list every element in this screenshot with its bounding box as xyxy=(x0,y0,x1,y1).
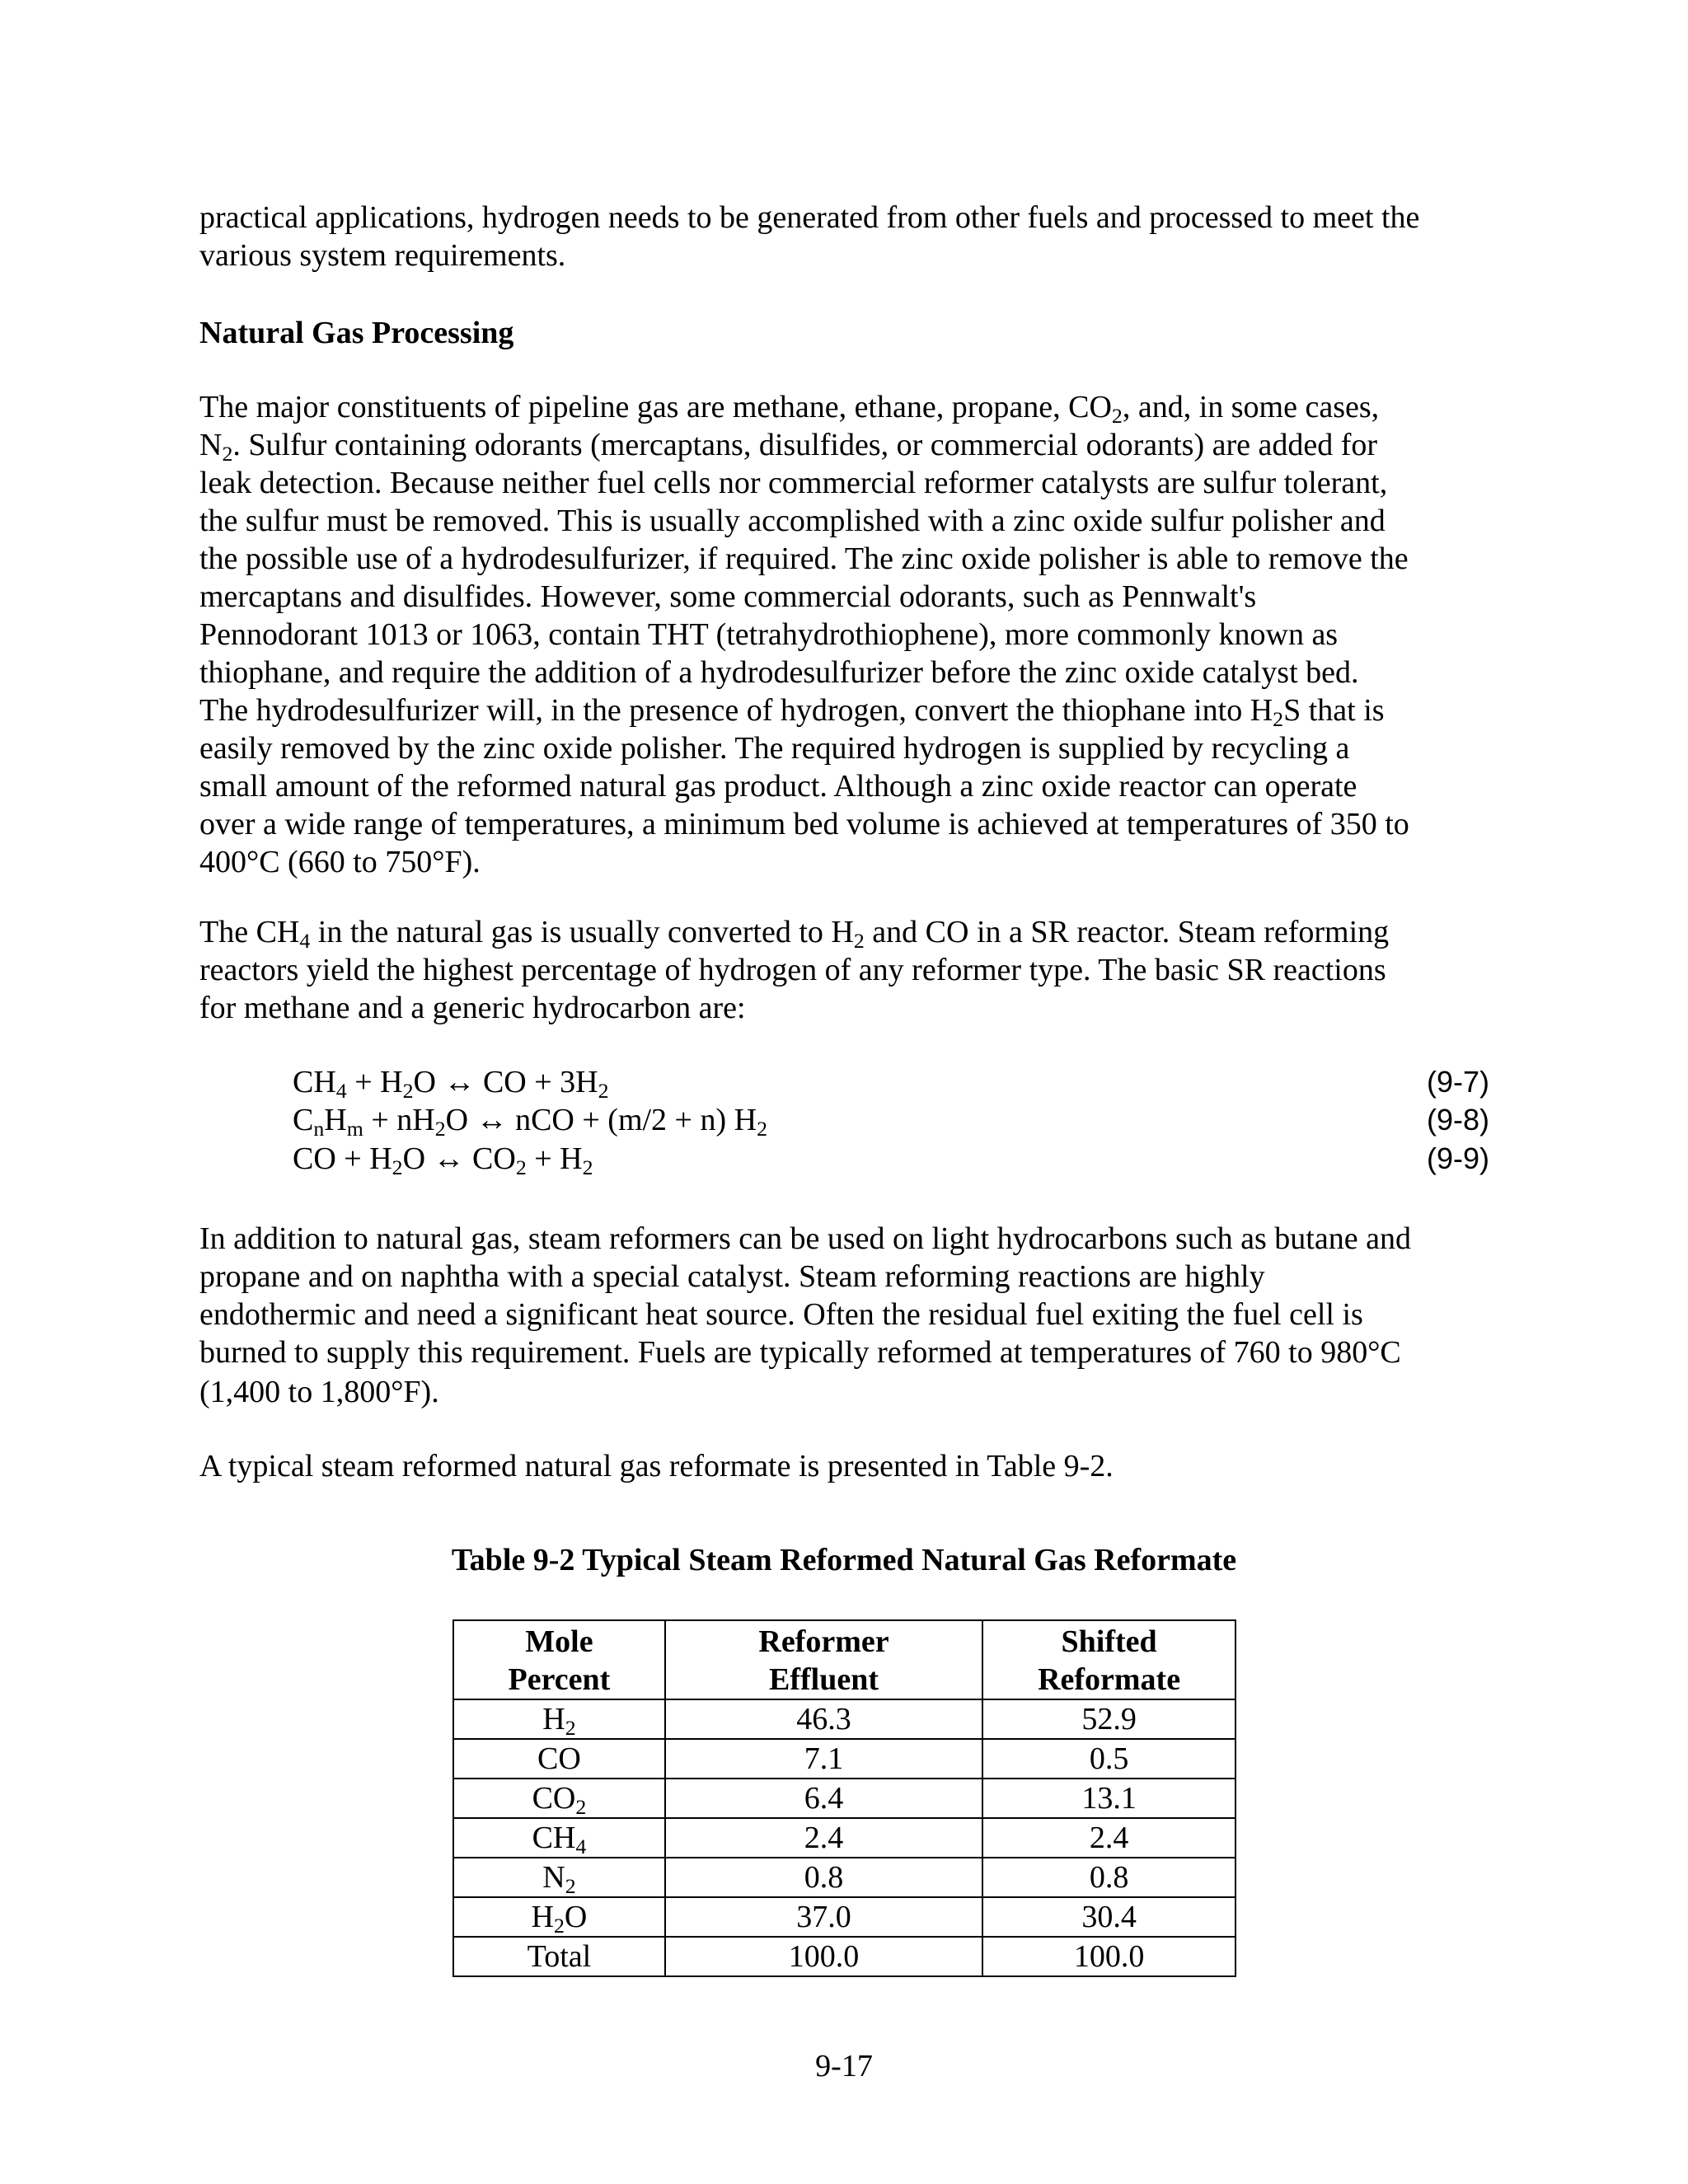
equation-9-7 xyxy=(293,1063,1489,1104)
subscript: 2 xyxy=(582,1155,593,1180)
species-cell xyxy=(453,1779,665,1818)
text-line: leak detection. Because neither fuel cells nor commercial reformer catalysts are sulfur tolerant, xyxy=(199,466,1388,500)
species-cell xyxy=(453,1739,665,1779)
text-line: over a wide range of temperatures, a minimum bed volume is achieved at temperatures of 350 to xyxy=(199,807,1409,841)
reformer-effluent-cell: 46.3 xyxy=(665,1699,982,1739)
text-line: burned to supply this requirement. Fuels are typically reformed at temperatures of 760 to 980°C xyxy=(199,1335,1401,1370)
species-cell xyxy=(453,1897,665,1937)
subscript: n xyxy=(313,1117,325,1141)
text-run: The major constituents of pipeline gas are methane, ethane, propane, CO xyxy=(199,390,1112,424)
text-run: O xyxy=(564,1900,588,1934)
column-header-reformer-effluent xyxy=(665,1620,982,1699)
equation-expression xyxy=(293,1063,609,1104)
text-line: thiophane, and require the addition of a hydrodesulfurizer before the zinc oxide catalyst bed. xyxy=(199,655,1359,690)
column-header-shifted-reformate xyxy=(982,1620,1236,1699)
text-line: easily removed by the zinc oxide polisher. The required hydrogen is supplied by recycling a xyxy=(199,731,1350,766)
text-line: mercaptans and disulfides. However, some commercial odorants, such as Pennwalt's xyxy=(199,579,1257,614)
text-run: . Sulfur containing odorants (mercaptans, disulfides, or commercial odorants) are added for xyxy=(232,428,1378,462)
paragraph-steam-reforming xyxy=(199,913,1502,1027)
reformer-effluent-cell: 100.0 xyxy=(665,1937,982,1976)
section-heading: Natural Gas Processing xyxy=(199,316,514,350)
paragraph-other-fuels xyxy=(199,1220,1502,1411)
paragraph-table-reference: A typical steam reformed natural gas reformate is presented in Table 9-2. xyxy=(199,1449,1114,1483)
header-text: Reformer xyxy=(758,1624,889,1659)
subscript: 2 xyxy=(402,1079,414,1104)
subscript: 2 xyxy=(434,1117,446,1141)
reformer-effluent-cell: 37.0 xyxy=(665,1897,982,1937)
text-run: O ↔ nCO + (m/2 + n) H xyxy=(445,1103,757,1137)
table-row xyxy=(453,1779,1236,1818)
text-line xyxy=(199,388,1502,429)
intro-paragraph xyxy=(199,199,1502,274)
text-run: Total xyxy=(527,1939,592,1974)
subscript: 4 xyxy=(299,929,311,954)
reformate-table xyxy=(452,1619,1236,1977)
equation-number: (9-7) xyxy=(1426,1065,1489,1099)
header-text: Mole xyxy=(525,1624,593,1659)
text-run: CO + H xyxy=(293,1141,392,1176)
shifted-reformate-cell: 52.9 xyxy=(982,1699,1236,1739)
shifted-reformate-cell: 0.5 xyxy=(982,1739,1236,1779)
equation-9-8 xyxy=(293,1101,1489,1139)
species-cell xyxy=(453,1858,665,1897)
text-line: endothermic and need a significant heat source. Often the residual fuel exiting the fuel cell is xyxy=(199,1297,1363,1332)
shifted-reformate-cell: 100.0 xyxy=(982,1937,1236,1976)
text-line: propane and on naphtha with a special catalyst. Steam reforming reactions are highly xyxy=(199,1259,1265,1294)
equation-expression xyxy=(293,1101,767,1139)
text-run: + H xyxy=(526,1141,583,1176)
shifted-reformate-cell: 0.8 xyxy=(982,1858,1236,1897)
text-run: S that is xyxy=(1283,693,1385,728)
table-row xyxy=(453,1739,1236,1779)
table-row-total xyxy=(453,1937,1236,1976)
subscript: 2 xyxy=(1273,707,1284,732)
text-run: H xyxy=(542,1702,565,1736)
text-line: small amount of the reformed natural gas product. Although a zinc oxide reactor can operate xyxy=(199,769,1357,804)
text-run: + H xyxy=(346,1065,403,1099)
paragraph-sulfur-removal xyxy=(199,388,1502,881)
shifted-reformate-cell: 2.4 xyxy=(982,1818,1236,1858)
text-line: the possible use of a hydrodesulfurizer, if required. The zinc oxide polisher is able to remove the xyxy=(199,541,1409,576)
text-run: CH xyxy=(532,1821,576,1855)
reformer-effluent-cell: 0.8 xyxy=(665,1858,982,1897)
equation-number: (9-9) xyxy=(1426,1141,1489,1175)
text-run: O ↔ CO + 3H xyxy=(413,1065,598,1099)
shifted-reformate-cell: 30.4 xyxy=(982,1897,1236,1937)
reformer-effluent-cell: 7.1 xyxy=(665,1739,982,1779)
subscript: 2 xyxy=(392,1155,403,1180)
text-run: N xyxy=(199,428,223,462)
subscript: 2 xyxy=(1111,404,1123,429)
text-line: In addition to natural gas, steam reformers can be used on light hydrocarbons such as butane and xyxy=(199,1221,1411,1256)
text-run: + nH xyxy=(363,1103,435,1137)
text-run: CH xyxy=(293,1065,336,1099)
header-text: Reformate xyxy=(1038,1662,1181,1697)
species-cell xyxy=(453,1699,665,1739)
species-cell xyxy=(453,1818,665,1858)
text-line: for methane and a generic hydrocarbon are: xyxy=(199,991,746,1025)
subscript: 2 xyxy=(575,1795,587,1820)
subscript: 2 xyxy=(598,1079,609,1104)
table-row xyxy=(453,1699,1236,1739)
equation-number: (9-8) xyxy=(1426,1103,1489,1137)
reformer-effluent-cell: 2.4 xyxy=(665,1818,982,1858)
table-row xyxy=(453,1818,1236,1858)
equation-expression xyxy=(293,1140,593,1178)
subscript: 2 xyxy=(553,1914,565,1938)
text-run: H xyxy=(324,1103,347,1137)
header-text: Shifted xyxy=(1061,1624,1157,1659)
text-line xyxy=(199,426,1502,464)
subscript: 2 xyxy=(222,442,233,466)
text-line: various system requirements. xyxy=(199,238,566,273)
text-line: (1,400 to 1,800°F). xyxy=(199,1375,439,1409)
text-line: the sulfur must be removed. This is usually accomplished with a zinc oxide sulfur polisher and xyxy=(199,504,1386,538)
table-title: Table 9-2 Typical Steam Reformed Natural Gas Reformate xyxy=(451,1543,1237,1577)
subscript: 2 xyxy=(515,1155,527,1180)
text-line: 400°C (660 to 750°F). xyxy=(199,845,481,879)
subscript: 2 xyxy=(757,1117,768,1141)
text-run: in the natural gas is usually converted to H xyxy=(310,915,854,949)
text-run: C xyxy=(293,1103,314,1137)
subscript: 2 xyxy=(565,1874,576,1899)
subscript: 2 xyxy=(565,1716,576,1741)
text-line xyxy=(199,913,1502,954)
table-row xyxy=(453,1897,1236,1937)
subscript: m xyxy=(346,1117,363,1141)
species-cell xyxy=(453,1937,665,1976)
text-line: practical applications, hydrogen needs to be generated from other fuels and processed to meet the xyxy=(199,200,1420,235)
page-number: 9-17 xyxy=(815,2049,873,2083)
subscript: 4 xyxy=(335,1079,347,1104)
table-header-row xyxy=(453,1620,1236,1699)
reformer-effluent-cell: 6.4 xyxy=(665,1779,982,1818)
header-text: Percent xyxy=(508,1662,611,1697)
subscript: 4 xyxy=(575,1835,587,1859)
equation-9-9 xyxy=(293,1140,1489,1178)
text-run: The CH xyxy=(199,915,300,949)
shifted-reformate-cell: 13.1 xyxy=(982,1779,1236,1818)
column-header-mole-percent xyxy=(453,1620,665,1699)
text-line: reactors yield the highest percentage of hydrogen of any reformer type. The basic SR reactions xyxy=(199,953,1386,987)
text-run: , and, in some cases, xyxy=(1122,390,1380,424)
table-row xyxy=(453,1858,1236,1897)
text-run: CO xyxy=(532,1781,576,1816)
text-line xyxy=(199,691,1502,732)
header-text: Effluent xyxy=(768,1662,879,1697)
text-run: O ↔ CO xyxy=(402,1141,516,1176)
text-run: H xyxy=(531,1900,554,1934)
text-run: and CO in a SR reactor. Steam reforming xyxy=(864,915,1390,949)
text-line: Pennodorant 1013 or 1063, contain THT (tetrahydrothiophene), more commonly known as xyxy=(199,617,1339,652)
text-run: N xyxy=(542,1860,565,1895)
text-run: CO xyxy=(537,1741,581,1776)
subscript: 2 xyxy=(853,929,865,954)
text-run: The hydrodesulfurizer will, in the presence of hydrogen, convert the thiophane into H xyxy=(199,693,1273,728)
